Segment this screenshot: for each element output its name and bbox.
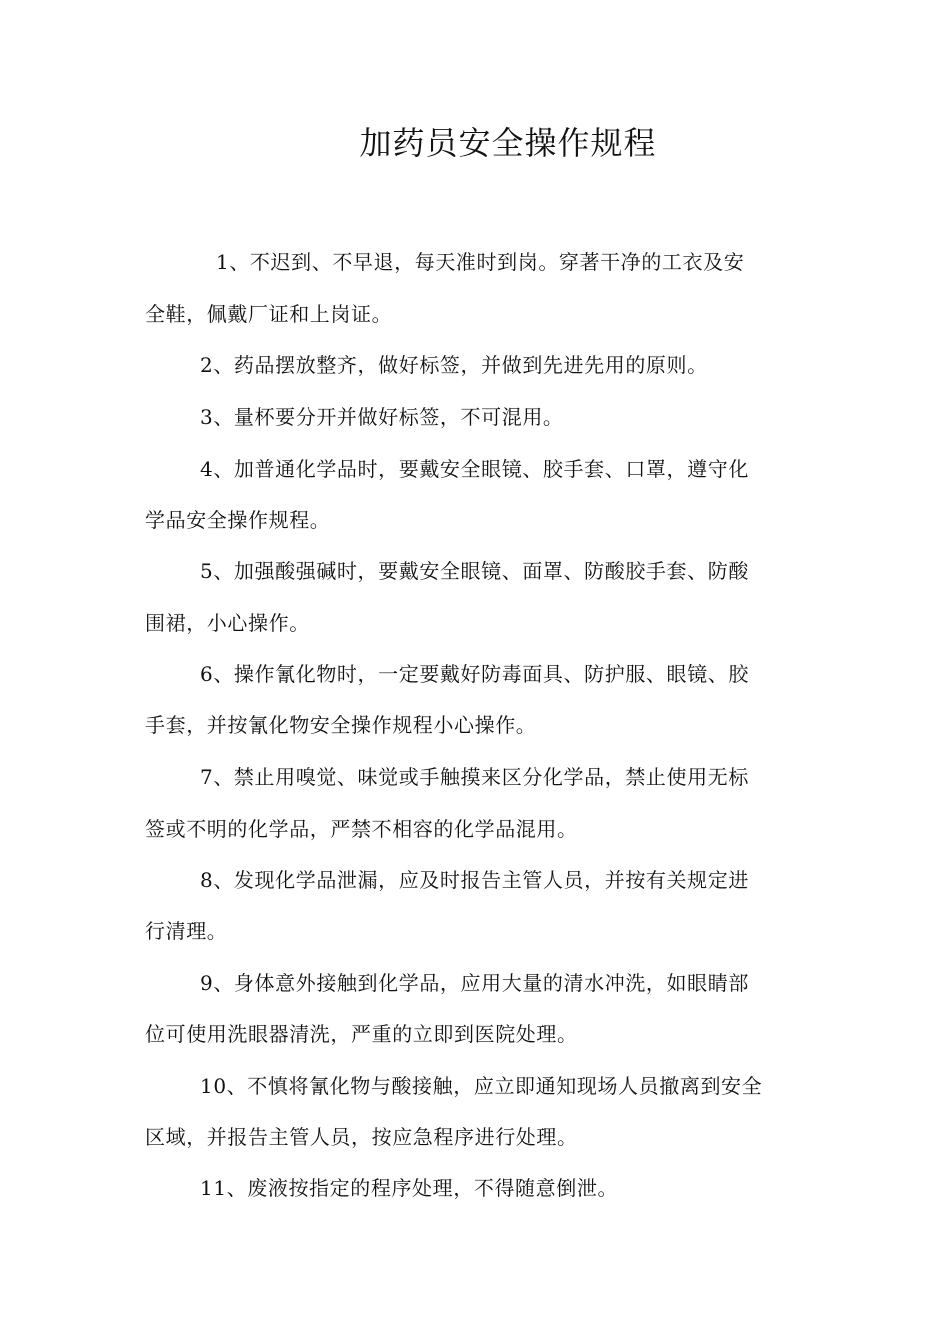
rule-6-line-2: 手套，并按氰化物安全操作规程小心操作。 xyxy=(145,713,537,737)
rule-10-line-2: 区域，并报告主管人员，按应急程序进行处理。 xyxy=(145,1125,578,1149)
rule-4-line-1: 4、加普通化学品时，要戴安全眼镜、胶手套、口罩，遵守化 xyxy=(200,457,749,481)
rule-10-line-1: 10、不慎将氰化物与酸接触，应立即通知现场人员撤离到安全 xyxy=(200,1074,763,1098)
rule-6-line-1: 6、操作氰化物时，一定要戴好防毒面具、防护服、眼镜、胶 xyxy=(200,662,749,686)
rule-5-line-2: 围裙，小心操作。 xyxy=(145,611,310,635)
document-title: 加药员安全操作规程 xyxy=(359,124,657,162)
rule-3: 3、量杯要分开并做好标签，不可混用。 xyxy=(200,405,564,429)
rule-11: 11、废液按指定的程序处理，不得随意倒泄。 xyxy=(200,1176,619,1200)
rule-1-line-1: 1、不迟到、不早退，每天准时到岗。穿著干净的工衣及安 xyxy=(216,250,745,274)
rule-8-line-2: 行清理。 xyxy=(145,919,228,943)
rule-7-line-2: 签或不明的化学品，严禁不相容的化学品混用。 xyxy=(145,817,578,841)
rule-7-line-1: 7、禁止用嗅觉、味觉或手触摸来区分化学品，禁止使用无标 xyxy=(200,765,749,789)
rule-9-line-1: 9、身体意外接触到化学品，应用大量的清水冲洗，如眼睛部 xyxy=(200,971,749,995)
rule-8-line-1: 8、发现化学品泄漏，应及时报告主管人员，并按有关规定进 xyxy=(200,868,749,892)
rule-2: 2、药品摆放整齐，做好标签，并做到先进先用的原则。 xyxy=(200,353,708,377)
rule-1-line-2: 全鞋，佩戴厂证和上岗证。 xyxy=(145,302,393,326)
rule-9-line-2: 位可使用洗眼器清洗，严重的立即到医院处理。 xyxy=(145,1022,578,1046)
rule-4-line-2: 学品安全操作规程。 xyxy=(145,508,331,532)
rule-5-line-1: 5、加强酸强碱时，要戴安全眼镜、面罩、防酸胶手套、防酸 xyxy=(200,559,749,583)
